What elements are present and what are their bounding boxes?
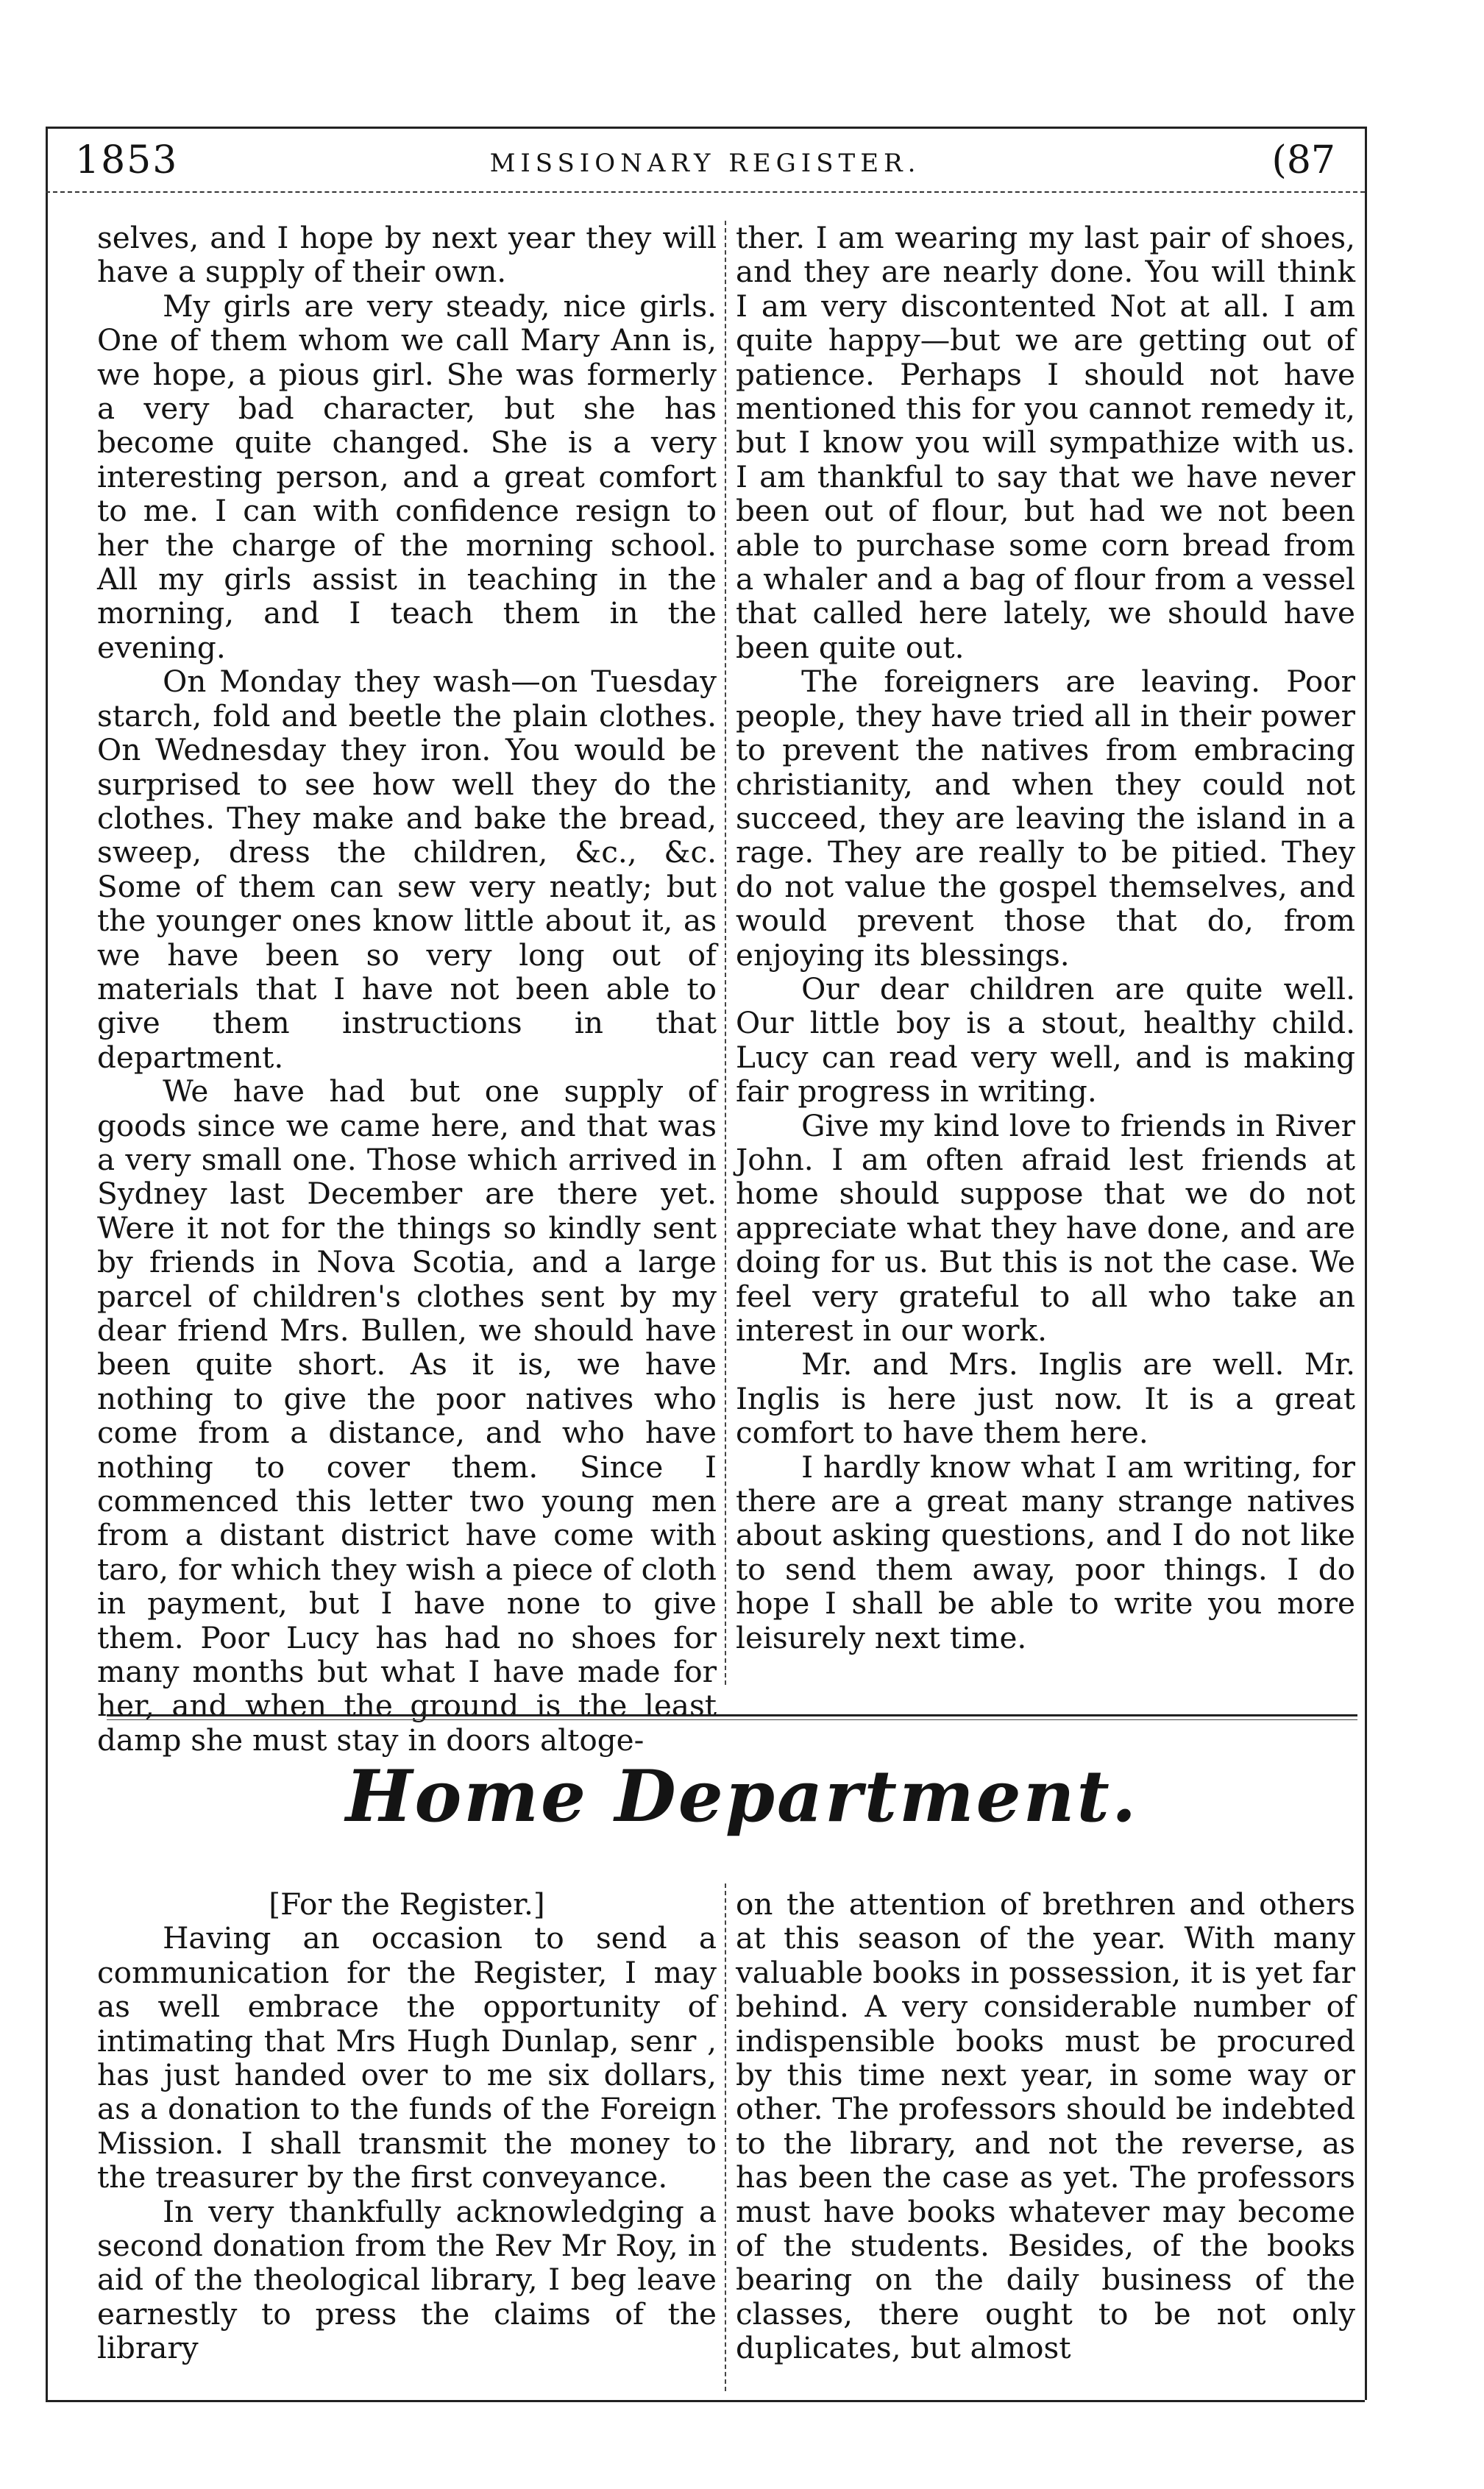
top-left-column <box>97 221 717 1757</box>
header-rule-top <box>46 127 1365 129</box>
paragraph: My girls are very steady, nice girls. One of them whom we call Mary Ann is, we hope, a pious girl. She was formerly a very bad character, but she has become quite changed. She is a very interesting person, and a great comfort to me. I can with confidence resign to her the charge of the morning school. All my girls assist in teaching in the morning, and I teach them in the evening. <box>97 288 717 665</box>
paragraph: ther. I am wearing my last pair of shoes, and they are nearly done. You will think I am very discontented Not at all. I am quite happy—but we are getting out of patience. Perhaps I should not have mentioned this for you cannot remedy it, but I know you will sympathize with us. I am thankful to say that we have never been out of flour, but had we not been able to purchase some corn bread from a whaler and a bag of flour from a vessel that called here lately, we should have been quite out. <box>736 220 1355 665</box>
paragraph: Give my kind love to friends in River John. I am often afraid lest friends at home should suppose that we do not appreciate what they have done, and are doing for us. But this is not the case. We feel very grateful to all who take an interest in our work. <box>736 1107 1355 1348</box>
section-rule <box>107 1714 1357 1720</box>
paragraph: Mr. and Mrs. Inglis are well. Mr. Inglis is here just now. It is a great comfort to have them here. <box>736 1346 1355 1451</box>
column-divider <box>725 1883 726 2391</box>
attribution: [For the Register.] <box>269 1886 545 1922</box>
paragraph: Having an occasion to send a communication for the Register, I may as well embrace the opportunity of intimating that Mrs Hugh Dunlap, senr , has just handed over to me six dollars, as a donation to the funds of the Foreign Mission. I shall transmit the money to the treasurer by the first conveyance. <box>97 1920 717 2195</box>
header-rule-bottom <box>46 191 1365 193</box>
bottom-rule <box>46 2400 1365 2402</box>
header-page-number: (87 <box>1271 138 1335 182</box>
paragraph: In very thankfully acknowledging a second donation from the Rev Mr Roy, in aid of the theological library, I beg leave earnestly to press the claims of the library <box>97 2193 717 2366</box>
paragraph: The foreigners are leaving. Poor people, they have tried all in their power to prevent the natives from embracing christianity, and when they could not succeed, they are leaving the island in a rage. They are really to be pitied. They do not value the gospel themselves, and would prevent those that do, from enjoying its blessings. <box>736 664 1355 973</box>
paragraph: Our dear children are quite well. Our little boy is a stout, healthy child. Lucy can read very well, and is making fair progress in writing. <box>736 970 1355 1109</box>
header-title: MISSIONARY REGISTER. <box>489 149 921 178</box>
paragraph: On Monday they wash—on Tuesday starch, fold and beetle the plain clothes. On Wednesday they iron. You would be surprised to see how well they do the clothes. They make and bake the bread, sweep, dress the children, &c., &c. Some of them can sew very neatly; but the younger ones know little about it, as we have been so very long out of materials that I have not been able to give them instructions in that department. <box>97 664 717 1075</box>
paragraph: on the attention of brethren and others at this season of the year. With many valuable books in possession, it is yet far behind. A very considerable number of indispensible books must be procured by this time next year, in some way or other. The professors should be indebted to the library, and not the reverse, as has been the case as yet. The professors must have books whatever may become of the students. Besides, of the books bearing on the daily business of the classes, there ought to be not only duplicates, but almost <box>736 1886 1355 2366</box>
running-head <box>46 138 1365 182</box>
paragraph: We have had but one supply of goods since we came here, and that was a very small one. Those which arrived in Sydney last December are there yet. Were it not for the things so kindly sent by friends in Nova Scotia, and a large parcel of children's clothes sent by my dear friend Mrs. Bullen, we should have been quite short. As it is, we have nothing to give the poor natives who come from a distance, and who have nothing to cover them. Since I commenced this letter two young men from a distant district have come with taro, for which they wish a piece of cloth in payment, but I have none to give them. Poor Lucy has had no shoes for many months but what I have made for her, and when the ground is the least damp she must stay in doors altoge- <box>97 1073 717 1758</box>
section-title: Home Department. <box>345 1755 1139 1838</box>
bottom-left-column <box>97 1887 717 2365</box>
paragraph: I hardly know what I am writing, for there are a great many strange natives about asking questions, and I do not like to send them away, poor things. I do hope I shall be able to write you more leisurely next time. <box>736 1449 1355 1655</box>
bottom-right-column <box>736 1887 1355 2365</box>
header-year: 1853 <box>75 138 179 182</box>
paragraph: selves, and I hope by next year they will have a supply of their own. <box>97 220 717 290</box>
column-divider <box>725 221 726 1685</box>
top-right-column <box>736 221 1355 1655</box>
